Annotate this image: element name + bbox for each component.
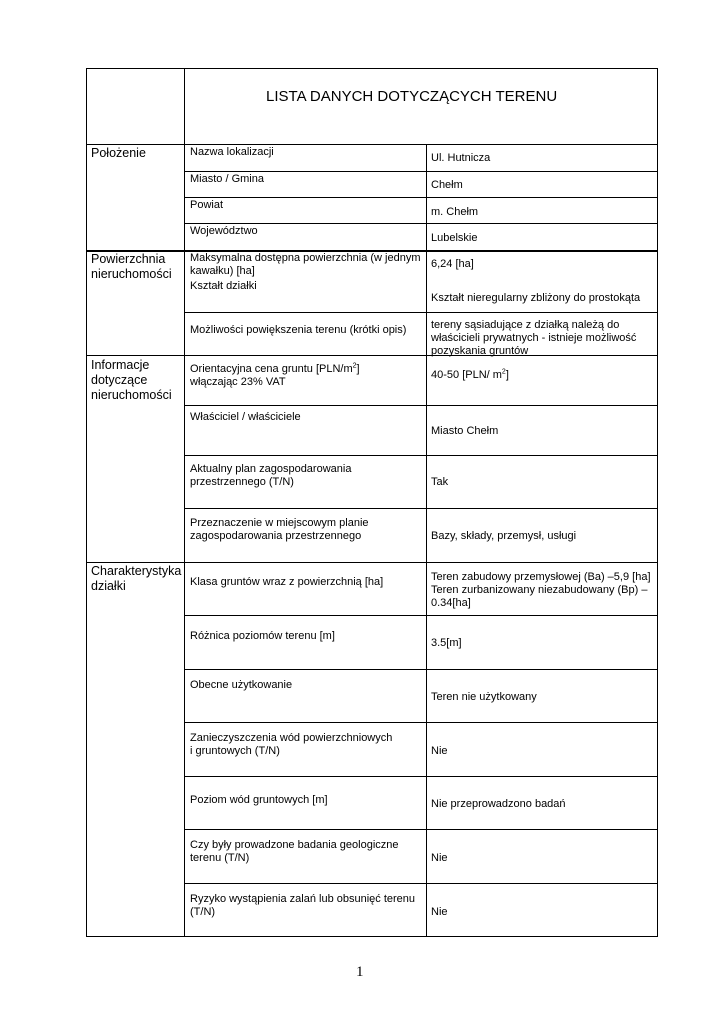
row-value: Nie bbox=[431, 906, 448, 918]
row-value: Bazy, składy, przemysł, usługi bbox=[431, 530, 577, 542]
row-value: Nie bbox=[431, 852, 448, 864]
row-label: Poziom wód gruntowych [m] bbox=[190, 794, 328, 806]
row-value: Lubelskie bbox=[431, 232, 478, 244]
row-value: Nie bbox=[431, 745, 448, 757]
section-label-polozenie: Położenie bbox=[91, 146, 146, 160]
row-value: Nie przeprowadzono badań bbox=[431, 798, 566, 810]
row-label: Możliwości powiększenia terenu (krótki opis) bbox=[190, 324, 407, 336]
row-label: Właściciel / właściciele bbox=[190, 411, 301, 423]
row-divider bbox=[184, 615, 658, 616]
row-value: m. Chełm bbox=[431, 206, 479, 218]
row-label: Miasto / Gmina bbox=[190, 173, 264, 185]
row-label: Przeznaczenie w miejscowym planie zagospodarowania przestrzennego bbox=[190, 517, 369, 542]
row-label: Orientacyjna cena gruntu $[PLN/m^2]$ włączając 23% VAT bbox=[190, 362, 360, 388]
row-label: Klasa gruntów wraz z powierzchnią [ha] bbox=[190, 576, 384, 588]
row-divider bbox=[86, 562, 658, 563]
row-divider bbox=[184, 669, 658, 670]
row-value: Kształt nieregularny zbliżony do prostokąta bbox=[431, 292, 641, 304]
row-label: Zanieczyszczenia wód powierzchniowych i gruntowych (T/N) bbox=[190, 732, 393, 757]
column-divider bbox=[184, 68, 185, 937]
row-value: 3.5[m] bbox=[431, 637, 462, 649]
row-label: Obecne użytkowanie bbox=[190, 679, 293, 691]
row-divider bbox=[184, 722, 658, 723]
row-divider bbox=[184, 883, 658, 884]
section-label-informacje: Informacje dotyczące nieruchomości bbox=[91, 358, 172, 402]
row-value: Chełm bbox=[431, 179, 463, 191]
row-label: Aktualny plan zagospodarowania przestrzennego (T/N) bbox=[190, 463, 352, 488]
column-divider bbox=[426, 144, 427, 937]
row-label: Województwo bbox=[190, 225, 258, 237]
row-divider bbox=[184, 197, 658, 198]
section-label-powierzchnia: Powierzchnia nieruchomości bbox=[91, 252, 172, 281]
row-label: Różnica poziomów terenu [m] bbox=[190, 630, 335, 642]
row-value: tereny sąsiadujące z działką należą do właścicieli prywatnych - istnieje możliwość pozyskania gruntów bbox=[431, 319, 637, 357]
row-divider bbox=[184, 508, 658, 509]
row-value: 40-50 [PLN/ $m^2$] bbox=[431, 368, 509, 381]
row-divider bbox=[184, 171, 658, 172]
row-value: Ul. Hutnicza bbox=[431, 152, 491, 164]
row-label: Powiat bbox=[190, 199, 224, 211]
row-value: Teren zabudowy przemysłowej (Ba) –5,9 [ha] Teren zurbanizowany niezabudowany (Bp) – 0.34[ha] bbox=[431, 571, 651, 609]
page-number: 1 bbox=[356, 964, 364, 980]
row-divider bbox=[184, 455, 658, 456]
row-divider bbox=[184, 312, 658, 313]
row-value: Tak bbox=[431, 476, 449, 488]
section-label-charakterystyka: Charakterystyka działki bbox=[91, 564, 182, 593]
row-value: Teren nie użytkowany bbox=[431, 691, 537, 703]
row-divider bbox=[184, 829, 658, 830]
row-divider bbox=[184, 776, 658, 777]
data-table bbox=[86, 68, 658, 937]
row-divider bbox=[184, 223, 658, 224]
row-divider bbox=[184, 405, 658, 406]
row-value: Miasto Chełm bbox=[431, 425, 499, 437]
row-label: Czy były prowadzone badania geologiczne terenu (T/N) bbox=[190, 839, 399, 864]
page-title: LISTA DANYCH DOTYCZĄCYCH TERENU bbox=[266, 88, 558, 105]
row-label: Kształt działki bbox=[190, 280, 257, 292]
row-label: Nazwa lokalizacji bbox=[190, 146, 274, 158]
row-value: 6,24 [ha] bbox=[431, 258, 474, 270]
row-divider bbox=[86, 144, 658, 145]
row-label: Maksymalna dostępna powierzchnia (w jednym kawałku) [ha] bbox=[190, 252, 421, 277]
row-label: Ryzyko wystąpienia zalań lub obsunięć terenu (T/N) bbox=[190, 893, 416, 918]
